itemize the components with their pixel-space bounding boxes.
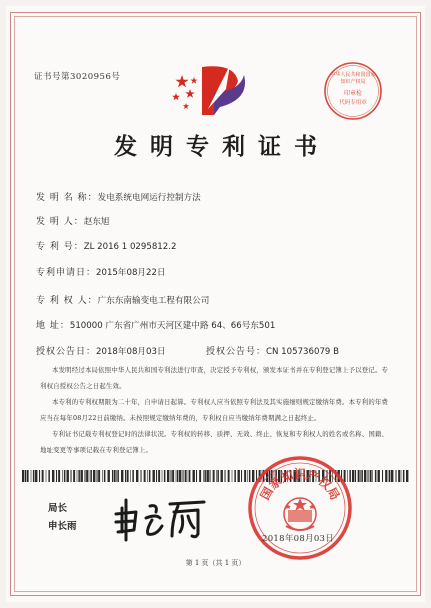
barcode-bar bbox=[117, 470, 119, 482]
field-label: 专 利 权 人： bbox=[36, 296, 98, 306]
barcode-bar bbox=[27, 470, 29, 482]
barcode-bar bbox=[179, 470, 181, 482]
barcode-bar bbox=[360, 470, 361, 482]
barcode-bar bbox=[149, 470, 151, 482]
barcode-bar bbox=[217, 470, 219, 482]
official-seal-stamp bbox=[244, 452, 356, 564]
body-paragraph-1: 本发明经过本局依照中华人民共和国专利法进行审查，决定授予专利权，颁发本证书并在专利登记簿上予以登记。专利权自授权公告之日起生效。 bbox=[40, 366, 389, 390]
barcode-bar bbox=[132, 470, 134, 482]
field-filing-date bbox=[36, 265, 166, 278]
barcode-bar bbox=[153, 470, 155, 482]
field-label: 授权公告号： bbox=[206, 347, 267, 357]
field-value: CN 105736079 B bbox=[266, 347, 340, 357]
svg-text:中华人民共和国国家: 中华人民共和国国家 bbox=[330, 72, 376, 78]
barcode-bar bbox=[104, 470, 106, 482]
barcode-bar bbox=[158, 470, 160, 482]
barcode-bar bbox=[46, 470, 47, 482]
barcode-bar bbox=[42, 470, 44, 482]
barcode-bar bbox=[93, 470, 95, 482]
field-value: 发电系统电网运行控制方法 bbox=[97, 193, 201, 203]
barcode-bar bbox=[232, 470, 233, 482]
barcode-bar bbox=[388, 470, 389, 482]
barcode-bar bbox=[358, 470, 360, 482]
barcode-bar bbox=[210, 470, 211, 482]
certificate-number: 证书号第3020956号 bbox=[34, 72, 121, 82]
field-value: 2015年08月22日 bbox=[96, 268, 166, 278]
barcode-bar bbox=[97, 470, 98, 482]
barcode-bar bbox=[33, 470, 35, 482]
field-grant-date bbox=[36, 344, 166, 357]
barcode-bar bbox=[78, 470, 80, 482]
barcode-bar bbox=[56, 470, 57, 482]
field-invention-name bbox=[36, 190, 201, 203]
barcode-bar bbox=[196, 470, 197, 482]
field-address bbox=[36, 318, 275, 331]
barcode-bar bbox=[370, 470, 372, 482]
barcode-bar bbox=[204, 470, 206, 482]
barcode-bar bbox=[172, 470, 174, 482]
barcode-bar bbox=[375, 470, 377, 482]
field-value: 赵东旭 bbox=[83, 217, 110, 227]
barcode-bar bbox=[238, 470, 240, 482]
barcode-bar bbox=[188, 470, 189, 482]
barcode-bar bbox=[382, 470, 383, 482]
barcode-bar bbox=[73, 470, 75, 482]
barcode-bar bbox=[130, 470, 131, 482]
svg-text:国家知识产权局: 国家知识产权局 bbox=[257, 466, 343, 503]
barcode-bar bbox=[234, 470, 236, 482]
field-label: 授权公告日： bbox=[36, 347, 97, 357]
barcode-bar bbox=[127, 470, 129, 482]
field-label: 地 址： bbox=[36, 321, 70, 331]
barcode-bar bbox=[241, 470, 242, 482]
barcode-bar bbox=[85, 470, 86, 482]
barcode-bar bbox=[62, 470, 63, 482]
signature-name: 申长雨 bbox=[48, 521, 77, 532]
barcode-bar bbox=[136, 470, 138, 482]
barcode-bar bbox=[228, 470, 230, 482]
body-paragraph-3: 专利证书记载专利权登记时的法律状况。专利权的转移、质押、无效、终止、恢复和专利权人的姓名或名称、国籍、地址变更等事项记载在专利登记簿上。 bbox=[40, 430, 389, 454]
barcode-bar bbox=[35, 470, 37, 482]
barcode-bar bbox=[372, 470, 373, 482]
barcode-bar bbox=[64, 470, 66, 482]
barcode-bar bbox=[144, 470, 146, 482]
seal-date: 2018年08月03日 bbox=[262, 534, 335, 544]
barcode-bar bbox=[162, 470, 163, 482]
barcode-bar bbox=[98, 470, 100, 482]
field-value: 广东东南输变电工程有限公司 bbox=[97, 296, 210, 306]
barcode-bar bbox=[183, 470, 184, 482]
barcode-bar bbox=[58, 470, 60, 482]
signature-title: 局长 bbox=[48, 503, 68, 514]
barcode-bar bbox=[90, 470, 92, 482]
barcode-bar bbox=[112, 470, 113, 482]
barcode-bar bbox=[385, 470, 387, 482]
barcode-bar bbox=[406, 470, 408, 482]
barcode-bar bbox=[396, 470, 397, 482]
barcode-bar bbox=[31, 470, 32, 482]
barcode-bar bbox=[48, 470, 50, 482]
barcode-bar bbox=[81, 470, 83, 482]
barcode-bar bbox=[102, 470, 103, 482]
barcode-bar bbox=[52, 470, 54, 482]
barcode-bar bbox=[77, 470, 78, 482]
barcode-bar bbox=[147, 470, 148, 482]
field-label: 专 利 号： bbox=[36, 242, 84, 252]
field-inventor bbox=[36, 214, 110, 227]
barcode-bar bbox=[167, 470, 169, 482]
barcode-bar bbox=[116, 470, 117, 482]
barcode-bar bbox=[177, 470, 179, 482]
page-footer: 第 1 页（共 1 页） bbox=[185, 559, 246, 567]
field-value: ZL 2016 1 0295812.2 bbox=[83, 242, 177, 252]
certificate-title: 发明专利证书 bbox=[114, 133, 330, 160]
barcode-bar bbox=[403, 470, 405, 482]
field-value: 510000 广东省广州市天河区建中路 64、66号东501 bbox=[69, 321, 276, 331]
barcode-bar bbox=[368, 470, 369, 482]
barcode-bar bbox=[121, 470, 123, 482]
field-label: 发 明 名 称： bbox=[36, 193, 98, 203]
barcode-bar bbox=[216, 470, 217, 482]
svg-text:印章检: 印章检 bbox=[343, 90, 363, 97]
barcode-bar bbox=[391, 470, 393, 482]
barcode-bar bbox=[203, 470, 204, 482]
barcode-bar bbox=[176, 470, 177, 482]
barcode-bar bbox=[141, 470, 142, 482]
field-patent-number bbox=[36, 239, 176, 252]
handwritten-signature bbox=[112, 496, 212, 542]
barcode-bar bbox=[164, 470, 166, 482]
barcode-bar bbox=[67, 470, 69, 482]
field-label: 发 明 人： bbox=[36, 217, 84, 227]
barcode-bar bbox=[398, 470, 400, 482]
barcode-bar bbox=[89, 470, 90, 482]
barcode-bar bbox=[221, 470, 223, 482]
barcode-bar bbox=[389, 470, 391, 482]
barcode-bar bbox=[108, 470, 110, 482]
barcode-bar bbox=[25, 470, 26, 482]
barcode-bar bbox=[71, 470, 72, 482]
barcode-bar bbox=[86, 470, 88, 482]
svg-text:代码专用章: 代码专用章 bbox=[339, 100, 367, 106]
field-grant-number bbox=[206, 344, 339, 357]
svg-text:知识产权局: 知识产权局 bbox=[340, 79, 366, 85]
field-patentee bbox=[36, 293, 209, 306]
barcode-bar bbox=[125, 470, 126, 482]
barcode-bar bbox=[193, 470, 195, 482]
field-label: 专利申请日： bbox=[36, 268, 97, 278]
barcode-bar bbox=[225, 470, 226, 482]
barcode-bar bbox=[378, 470, 380, 482]
barcode-bar bbox=[361, 470, 363, 482]
barcode-bar bbox=[189, 470, 191, 482]
issuer-seal-stamp bbox=[322, 60, 384, 122]
barcode-bar bbox=[199, 470, 201, 482]
body-paragraph-2: 本专利的专利权期限为二十年，自申请日起算。专利权人应当依照专利法及其实施细则规定缴纳年费。本专利的年费应当在每年08月22日前缴纳。未按照规定缴纳年费的，专利权自应当缴纳年费期满之日起终止。 bbox=[40, 398, 389, 422]
barcode-bar bbox=[171, 470, 172, 482]
barcode-bar bbox=[185, 470, 187, 482]
barcode-bar bbox=[22, 470, 24, 482]
field-value: 2018年08月03日 bbox=[96, 347, 166, 357]
barcode-bar bbox=[156, 470, 157, 482]
barcode-bar bbox=[39, 470, 40, 482]
barcode-bar bbox=[114, 470, 116, 482]
barcode-bar bbox=[207, 470, 209, 482]
barcode-bar bbox=[401, 470, 402, 482]
patent-office-emblem-icon bbox=[168, 55, 260, 119]
barcode-bar bbox=[364, 470, 366, 482]
barcode-bar bbox=[213, 470, 215, 482]
